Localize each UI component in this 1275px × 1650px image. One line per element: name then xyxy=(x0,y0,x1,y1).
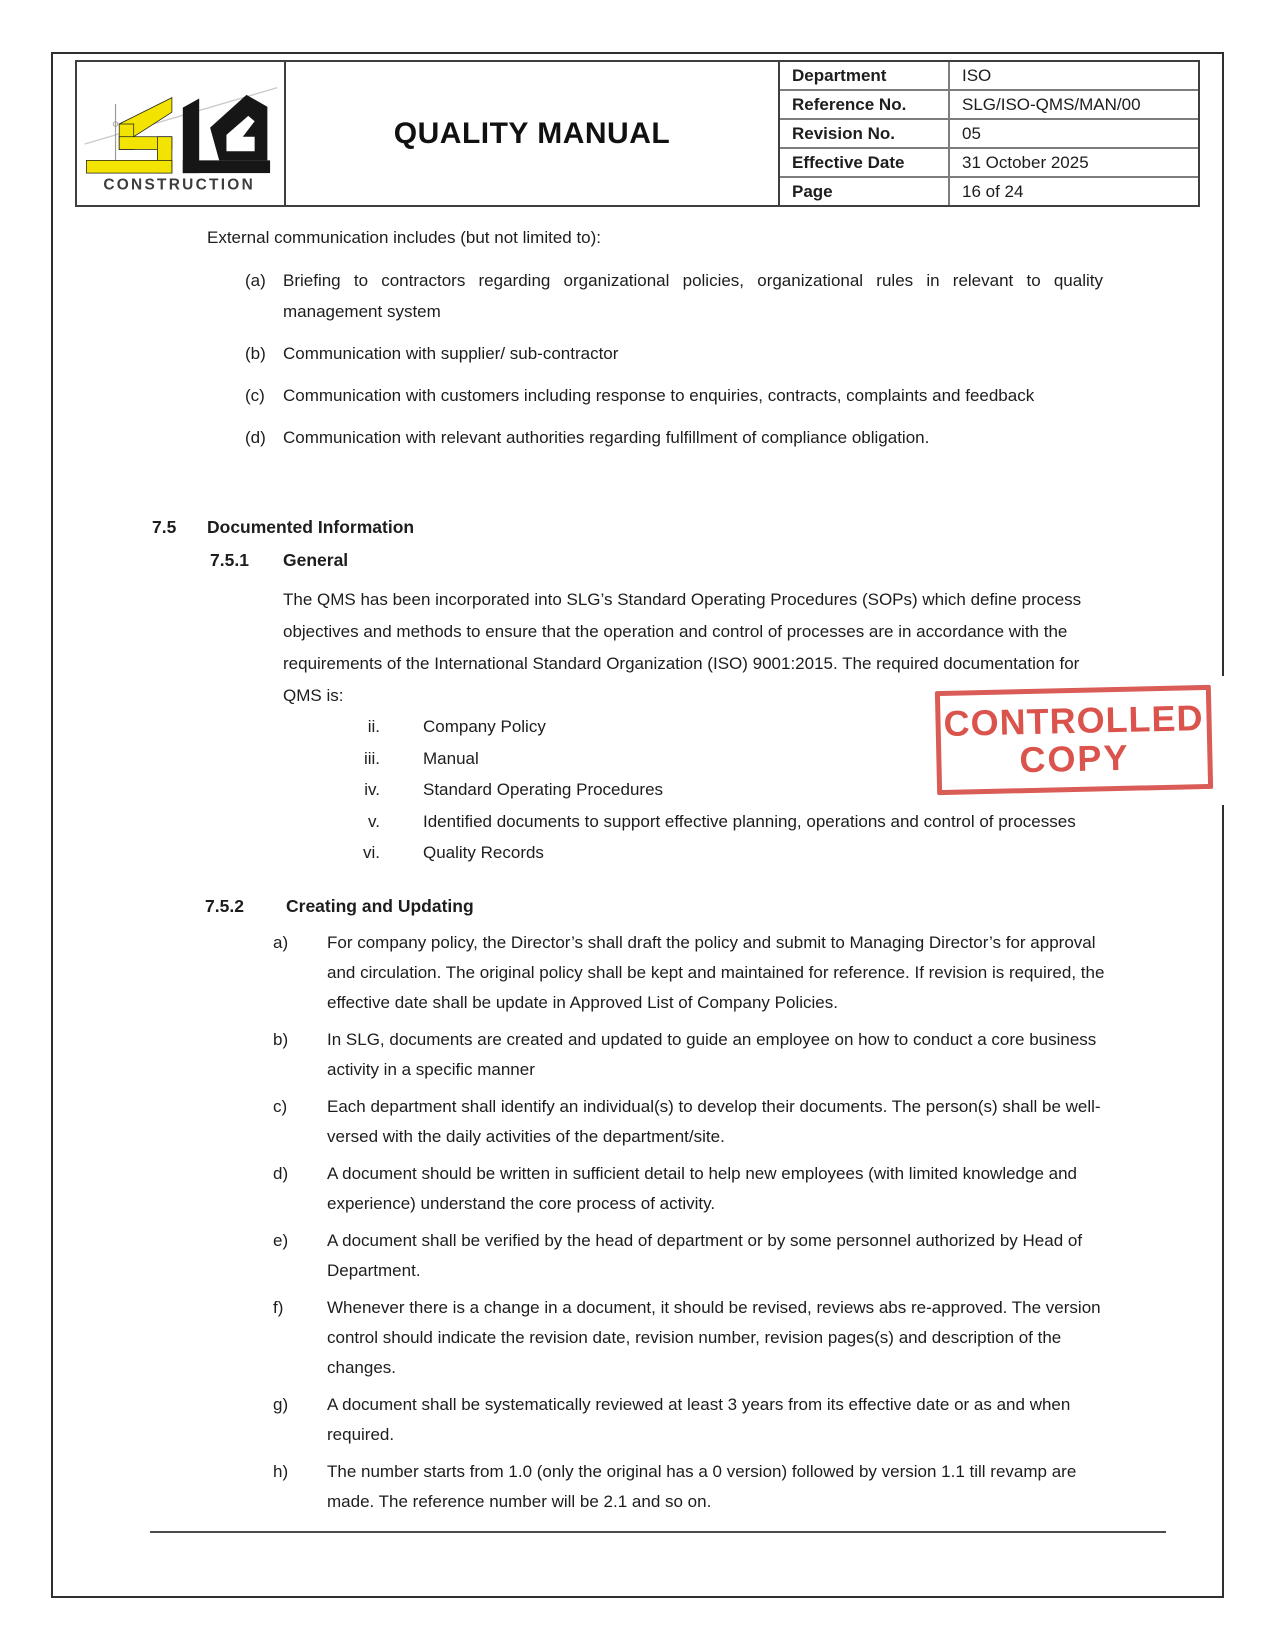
stamp-line-2: COPY xyxy=(1018,736,1130,781)
list-item xyxy=(245,338,1105,369)
section-7-5-2-heading xyxy=(205,896,474,917)
info-label: Page xyxy=(792,181,833,201)
list-item-text: Each department shall identify an individual(s) to develop their documents. The person(s) shall be well-versed with the daily activities of the department/site. xyxy=(327,1097,1101,1146)
info-value: ISO xyxy=(948,62,1198,89)
list-marker: (d) xyxy=(245,428,266,447)
logo-letter-s xyxy=(86,97,171,172)
section-number: 7.5.2 xyxy=(205,896,244,916)
list-item-text: The number starts from 1.0 (only the original has a 0 version) followed by version 1.1 till revamp are made. The reference number will be 2.1 and so on. xyxy=(327,1462,1077,1511)
info-row xyxy=(780,91,1198,120)
list-item xyxy=(273,1226,1127,1286)
info-label: Revision No. xyxy=(792,123,895,143)
info-label: Reference No. xyxy=(792,94,907,114)
info-label: Effective Date xyxy=(792,152,905,172)
list-item xyxy=(273,1390,1127,1450)
info-value: 31 October 2025 xyxy=(948,149,1198,176)
info-label: Department xyxy=(792,65,887,85)
external-communication-list xyxy=(245,265,1105,464)
list-item xyxy=(283,837,1123,869)
list-item-text: Quality Records xyxy=(423,843,544,862)
document-title: QUALITY MANUAL xyxy=(393,116,671,150)
stamp-line-1: CONTROLLED xyxy=(943,697,1204,744)
list-item-text: Communication with supplier/ sub-contractor xyxy=(283,344,619,363)
list-item-text: For company policy, the Director’s shall draft the policy and submit to Managing Director’s for approval and circulation. The original policy shall be kept and maintained for reference. If revision is required, the effective date shall be update in Approved List of Company Policies. xyxy=(327,933,1105,1012)
header-table xyxy=(75,60,1200,207)
general-paragraph: The QMS has been incorporated into SLG’s Standard Operating Procedures (SOPs) which define process objectives and methods to ensure that the operation and control of processes are in accordance with the requirements of the International Standard Organization (ISO) 9001:2015. The required documentation for QMS is: xyxy=(283,590,1082,705)
info-value: SLG/ISO-QMS/MAN/00 xyxy=(948,91,1198,118)
info-value: 05 xyxy=(948,120,1198,147)
list-item-text: In SLG, documents are created and updated to guide an employee on how to conduct a core business activity in a specific manner xyxy=(327,1030,1097,1079)
list-marker: e) xyxy=(273,1231,289,1250)
list-marker: iii. xyxy=(363,748,380,768)
list-item xyxy=(273,1293,1127,1383)
list-item xyxy=(273,1457,1127,1517)
list-marker: (c) xyxy=(245,386,265,405)
info-value: 16 of 24 xyxy=(948,178,1198,205)
list-item xyxy=(273,1092,1127,1152)
controlled-copy-stamp xyxy=(935,685,1213,795)
list-item xyxy=(245,380,1105,411)
list-marker: f) xyxy=(273,1298,284,1317)
slg-logo-graphic xyxy=(81,65,281,203)
list-marker: (b) xyxy=(245,344,266,363)
list-marker: v. xyxy=(368,811,380,831)
list-item-text: Briefing to contractors regarding organizational policies, organizational rules in relevant to quality management system xyxy=(283,271,1103,321)
list-marker: (a) xyxy=(245,271,266,290)
list-marker: h) xyxy=(273,1462,289,1481)
info-row xyxy=(780,120,1198,149)
list-item-text: A document shall be verified by the head of department or by some personnel authorized by Head of Department. xyxy=(327,1231,1083,1280)
logo-construction-text: CONSTRUCTION xyxy=(102,175,255,193)
intro-paragraph: External communication includes (but not limited to): xyxy=(207,228,602,247)
section-title: Documented Information xyxy=(207,517,415,537)
creating-updating-list xyxy=(273,928,1127,1524)
section-number: 7.5.1 xyxy=(210,550,249,570)
list-marker: c) xyxy=(273,1097,288,1116)
list-item xyxy=(273,928,1127,1018)
list-item-text: Identified documents to support effective planning, operations and control of processes xyxy=(423,811,1076,831)
company-logo xyxy=(77,62,286,205)
list-item xyxy=(283,806,1123,838)
list-item xyxy=(245,422,1105,453)
list-item-text: Communication with relevant authorities regarding fulfillment of compliance obligation. xyxy=(283,428,930,447)
list-marker: ii. xyxy=(367,717,380,736)
info-row xyxy=(780,178,1198,205)
list-item-text: Company Policy xyxy=(423,717,546,736)
section-7-5-1-heading xyxy=(210,550,348,571)
list-marker: b) xyxy=(273,1030,289,1049)
section-7-5-heading xyxy=(152,517,414,538)
list-item-text: A document shall be systematically reviewed at least 3 years from its effective date or as and when required. xyxy=(327,1395,1071,1444)
list-item-text: A document should be written in sufficient detail to help new employees (with limited knowledge and experience) understand the core process of activity. xyxy=(327,1164,1078,1213)
list-item-text: Standard Operating Procedures xyxy=(423,780,664,799)
list-item-text: Manual xyxy=(423,748,479,768)
list-item-text: Whenever there is a change in a document, it should be revised, reviews abs re-approved. The version control should indicate the revision date, revision number, revision pages(s) and description of the changes. xyxy=(327,1298,1101,1377)
list-item xyxy=(273,1025,1127,1085)
section-title: Creating and Updating xyxy=(286,896,474,916)
list-marker: iv. xyxy=(364,780,380,799)
info-row xyxy=(780,62,1198,91)
footer-divider-line xyxy=(150,1531,1166,1533)
info-table xyxy=(778,62,1198,205)
list-marker: a) xyxy=(273,933,289,952)
list-item xyxy=(273,1159,1127,1219)
list-item xyxy=(245,265,1105,327)
list-marker: g) xyxy=(273,1395,289,1414)
list-item-text: Communication with customers including response to enquiries, contracts, complaints and feedback xyxy=(283,386,1035,405)
section-title: General xyxy=(283,550,349,570)
info-row xyxy=(780,149,1198,178)
list-marker: vi. xyxy=(363,843,380,862)
section-number: 7.5 xyxy=(152,517,177,537)
list-marker: d) xyxy=(273,1164,289,1183)
